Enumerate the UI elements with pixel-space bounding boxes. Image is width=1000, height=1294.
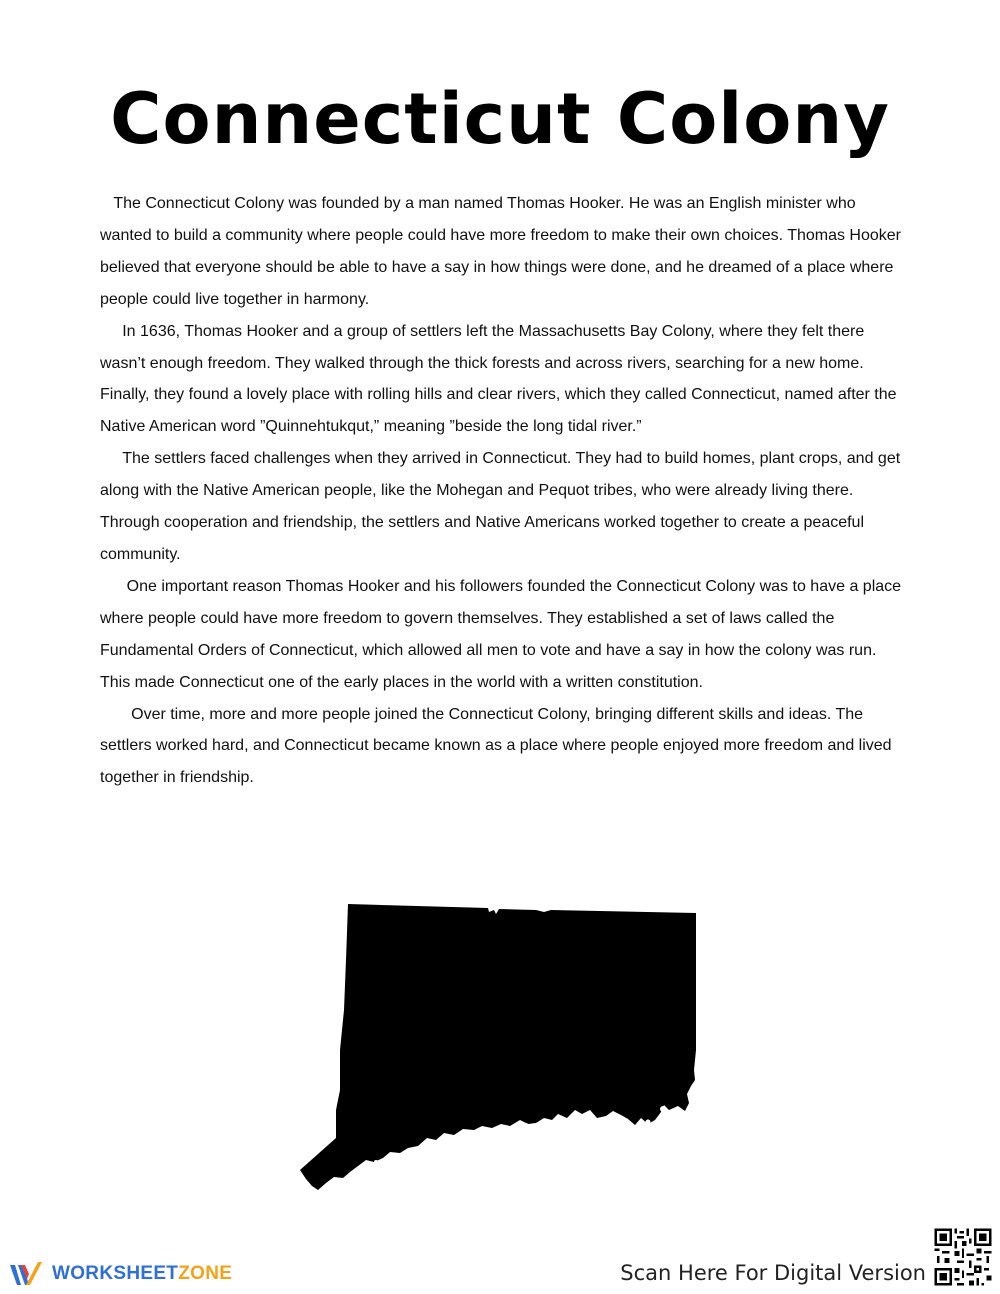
worksheet-zone-logo-mark-icon [8,1259,46,1289]
paragraph-5: Over time, more and more people joined the Connecticut Colony, bringing different skills and ideas. The settlers worked hard, and Connecticut became known as a place where people enjoyed more freedom and lived together in friendship. [100,705,892,787]
worksheet-zone-logo[interactable] [8,1258,232,1290]
paragraph-1: The Connecticut Colony was founded by a man named Thomas Hooker. He was an English minister who wanted to build a community where people could have more freedom to make their own choices. Thomas Hooker believed that everyone should be able to have a say in how things were done, and he dreamed of a place where people could live together in harmony. [100,195,902,308]
logo-word-worksheet: WORKSHEET [52,1263,179,1284]
connecticut-map-icon [296,900,700,1196]
page-title: Connecticut Colony [110,78,890,160]
qr-code-icon[interactable] [932,1226,994,1288]
logo-word-zone: ZONE [178,1263,233,1284]
paragraph-3: The settlers faced challenges when they arrived in Connecticut. They had to build homes, plant crops, and get along with the Native American people, like the Mohegan and Pequot tribes, who were already living there. Through cooperation and friendship, the settlers and Native Americans worked together to create a peaceful community. [100,450,901,563]
scan-instruction: Scan Here For Digital Version [620,1261,926,1285]
paragraph-4: One important reason Thomas Hooker and his followers founded the Connecticut Colony was to have a place where people could have more freedom to govern themselves. They established a set of laws called the Fundamental Orders of Connecticut, which allowed all men to vote and have a say in how the colony was run. This made Connecticut one of the early places in the world with a written constitution. [100,577,902,691]
paragraph-2: In 1636, Thomas Hooker and a group of settlers left the Massachusetts Bay Colony, where they felt there wasn’t enough freedom. They walked through the thick forests and across rivers, searching for a new home. Finally, they found a lovely place with rolling hills and clear rivers, which they called Connecticut, named after the Native American word ”Quinnehtukqut,” meaning ”beside the long tidal river.” [100,322,897,436]
article-body [100,188,905,794]
